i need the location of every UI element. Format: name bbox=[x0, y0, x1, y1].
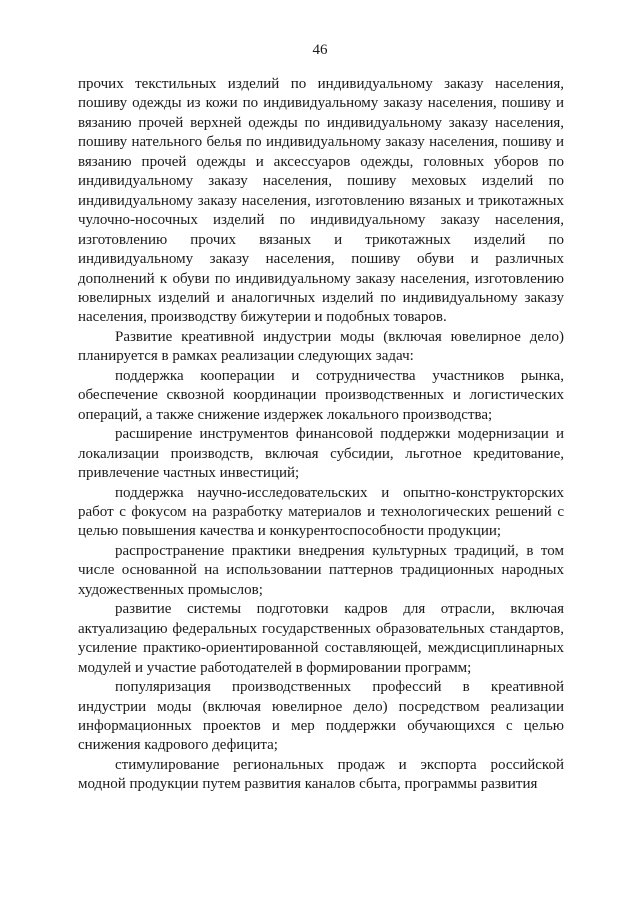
task-item: распространение практики внедрения культурных традиций, в том числе основанной на использовании паттернов традиционных народных художественных промыслов; bbox=[78, 542, 564, 598]
task-item: поддержка научно-исследовательских и опытно-конструкторских работ с фокусом на разработку материалов и технологических решений с целью повышения качества и конкурентоспособности продукции; bbox=[78, 484, 564, 540]
task-item: стимулирование региональных продаж и экспорта российской модной продукции путем развития каналов сбыта, программы развития bbox=[78, 756, 564, 793]
page-number: 46 bbox=[312, 42, 328, 58]
document-body bbox=[78, 75, 564, 795]
task-item: развитие системы подготовки кадров для отрасли, включая актуализацию федеральных государственных образовательных стандартов, усиление практико-ориентированной составляющей, междисциплинарных модулей и участие работодателей в формировании программ; bbox=[78, 601, 564, 676]
task-item: популяризация производственных профессий в креативной индустрии моды (включая ювелирное дело) посредством реализации информационных проектов и мер поддержки обучающихся с целью снижения кадрового дефицита; bbox=[78, 679, 564, 754]
paragraph-continuation: прочих текстильных изделий по индивидуальному заказу населения, пошиву одежды из кожи по индивидуальному заказу населения, пошиву и вязанию прочей верхней одежды по индивидуальному заказу населения, пошиву нательного белья по индивидуальному заказу населения, пошиву и вязанию прочей одежды и аксессуаров одежды, головных уборов по индивидуальному заказу населения, пошиву меховых изделий по индивидуальному заказу населения, изготовлению вязаных и трикотажных чулочно-носочных изделий по индивидуальному заказу населения, изготовлению прочих вязаных и трикотажных изделий по индивидуальному заказу населения, пошиву обуви и различных дополнений к обуви по индивидуальному заказу населения, изготовлению ювелирных изделий и аналогичных изделий по индивидуальному заказу населения, производству бижутерии и подобных товаров. bbox=[78, 76, 564, 326]
task-item: расширение инструментов финансовой поддержки модернизации и локализации производств, включая субсидии, льготное кредитование, привлечение частных инвестиций; bbox=[78, 426, 564, 482]
task-item: поддержка кооперации и сотрудничества участников рынка, обеспечение сквозной координации производственных и логистических операций, а также снижение издержек локального производства; bbox=[78, 367, 564, 423]
paragraph-intro: Развитие креативной индустрии моды (включая ювелирное дело) планируется в рамках реализации следующих задач: bbox=[78, 328, 564, 365]
